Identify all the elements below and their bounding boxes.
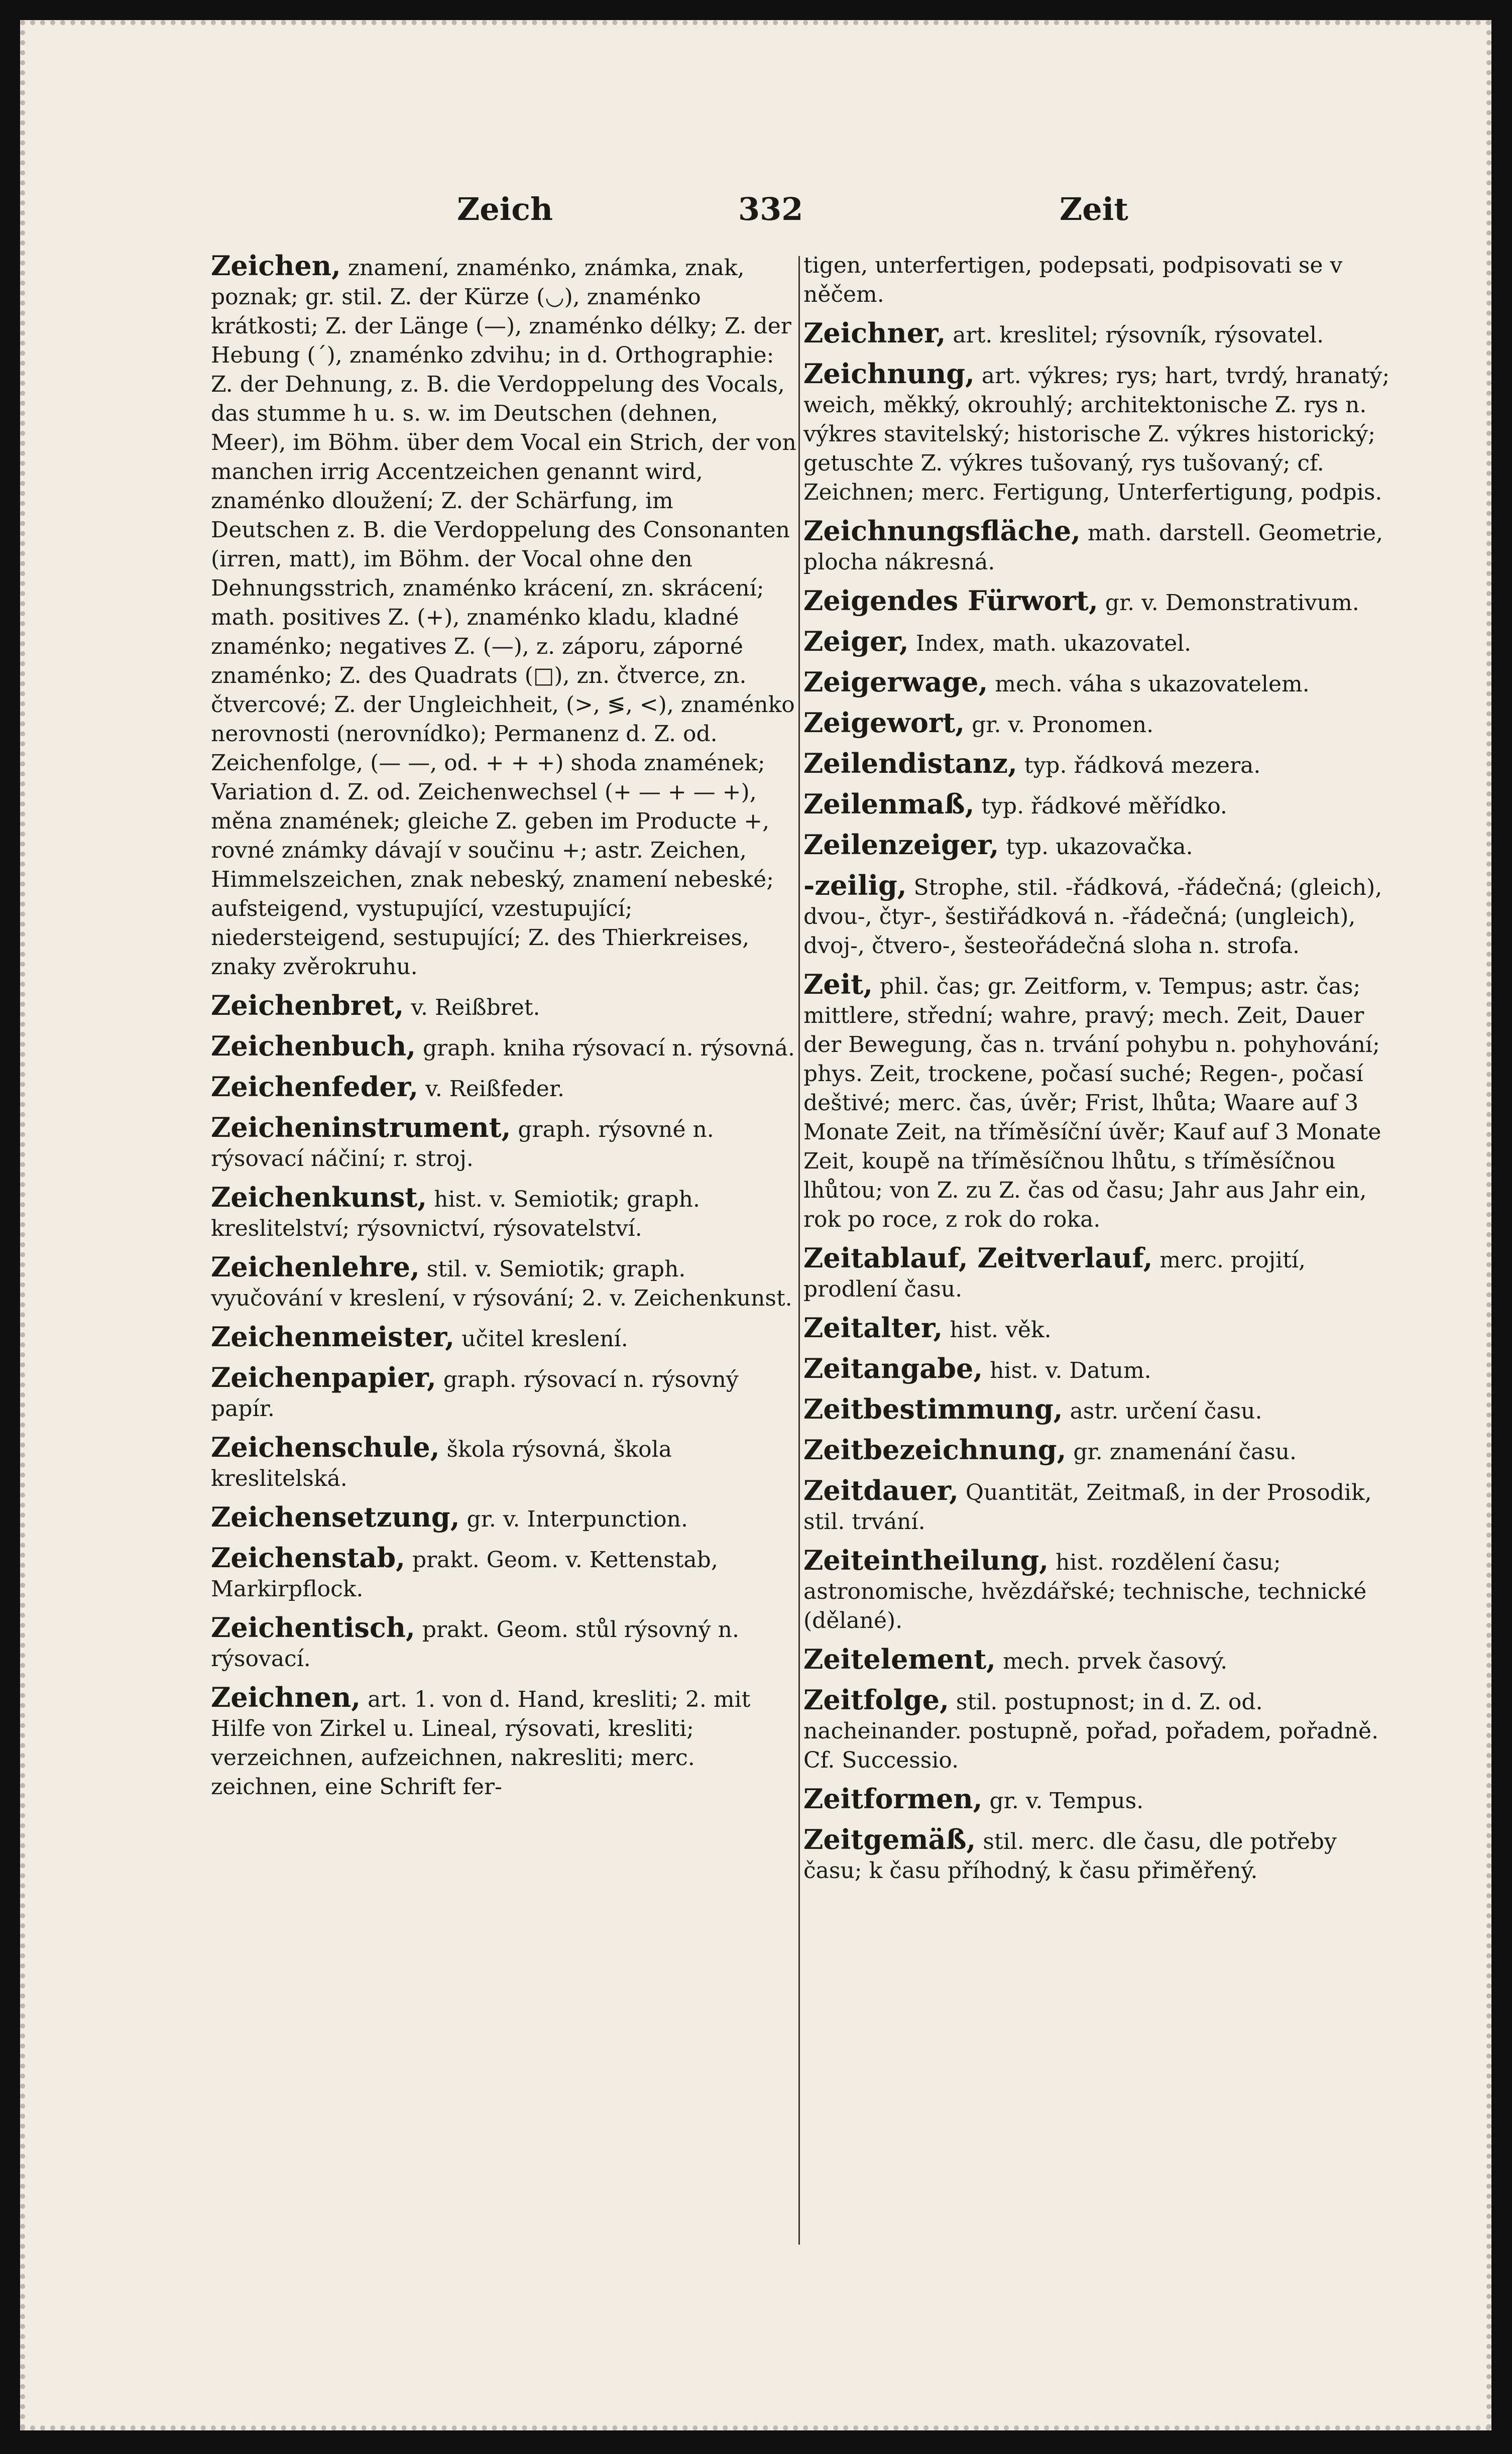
entry-definition: gr. znamenání času. bbox=[1073, 1439, 1297, 1465]
entry-headword: Zeilenzeiger, bbox=[803, 829, 999, 861]
entry-headword: Zeitalter, bbox=[803, 1312, 943, 1344]
entry-definition: stil. postupnost; in d. Z. od. nacheinander. postupně, pořad, pořadem, pořadně. Cf. Successio. bbox=[803, 1689, 1379, 1773]
entry-definition: v. Reißfeder. bbox=[425, 1076, 565, 1102]
entry-definition: merc. projití, prodlení času. bbox=[803, 1247, 1306, 1302]
entry-headword: Zeit, bbox=[803, 968, 873, 1000]
entry-headword: Zeichentisch, bbox=[211, 1611, 415, 1644]
header-right-guide-word: Zeit bbox=[1060, 191, 1128, 227]
dictionary-entry bbox=[803, 830, 1391, 862]
dictionary-entry bbox=[803, 970, 1391, 1234]
entry-headword: Zeichner, bbox=[803, 317, 946, 349]
entry-definition: v. Reißbret. bbox=[411, 995, 540, 1020]
dictionary-entry bbox=[803, 1546, 1391, 1635]
dictionary-entry bbox=[211, 1113, 798, 1174]
entry-headword: Zeichenfeder, bbox=[211, 1071, 419, 1103]
entry-definition: tigen, unterfertigen, podepsati, podpisovati se v něčem. bbox=[803, 253, 1343, 307]
dictionary-entry bbox=[211, 1613, 798, 1674]
dictionary-entry bbox=[803, 1825, 1391, 1886]
entry-headword: Zeichen, bbox=[211, 250, 341, 282]
dictionary-entry bbox=[803, 749, 1391, 780]
entry-definition: typ. řádková mezera. bbox=[1024, 753, 1261, 778]
entry-headword: Zeichenschule, bbox=[211, 1431, 440, 1463]
entry-definition: učitel kreslení. bbox=[461, 1326, 628, 1352]
entry-headword: Zeitbestimmung, bbox=[803, 1393, 1063, 1425]
entry-definition: gr. v. Pronomen. bbox=[972, 712, 1154, 738]
page-number: 332 bbox=[738, 191, 803, 227]
entry-headword: Zeigendes Fürwort, bbox=[803, 585, 1098, 617]
entry-headword: Zeichenmeister, bbox=[211, 1321, 455, 1353]
entry-headword: Zeicheninstrument, bbox=[211, 1111, 511, 1143]
entry-headword: Zeitelement, bbox=[803, 1643, 996, 1675]
dictionary-entry bbox=[211, 991, 798, 1022]
entry-definition: stil. merc. dle času, dle potřeby času; k času příhodný, k času přiměřený. bbox=[803, 1829, 1337, 1884]
entry-definition: mech. váha s ukazovatelem. bbox=[995, 671, 1310, 697]
entry-headword: Zeichenbuch, bbox=[211, 1030, 416, 1062]
dictionary-entry bbox=[211, 1502, 798, 1534]
entry-headword: Zeiteintheilung, bbox=[803, 1544, 1049, 1576]
entry-definition: Index, math. ukazovatel. bbox=[915, 631, 1192, 656]
dictionary-page bbox=[20, 20, 1491, 2430]
dictionary-entry bbox=[803, 1354, 1391, 1385]
dictionary-entry bbox=[803, 667, 1391, 699]
entry-headword: Zeitgemäß, bbox=[803, 1823, 976, 1855]
dictionary-entry bbox=[211, 251, 798, 982]
entry-headword: Zeichenlehre, bbox=[211, 1251, 420, 1283]
dictionary-entry bbox=[803, 708, 1391, 740]
dictionary-entry bbox=[803, 789, 1391, 821]
entry-definition: gr. v. Demonstrativum. bbox=[1105, 590, 1359, 616]
entry-definition: graph. kniha rýsovací n. rýsovná. bbox=[423, 1035, 795, 1061]
left-column bbox=[211, 251, 798, 1811]
entry-definition: graph. rýsovné n. rýsovací náčiní; r. stroj. bbox=[211, 1117, 714, 1172]
entry-definition: hist. v. Semiotik; graph. kreslitelství; rýsovnictví, rýsovatelství. bbox=[211, 1187, 701, 1241]
running-header bbox=[25, 191, 1486, 236]
entry-definition: Strophe, stil. -řádková, -řádečná; (gleich), dvou-, čtyr-, šestiřádková n. -řádečná; (ungleich), dvoj-, čtvero-, šesteořádečná sloha n. strofa. bbox=[803, 875, 1382, 959]
dictionary-entry bbox=[803, 516, 1391, 577]
entry-definition: prakt. Geom. v. Kettenstab, Markirpflock. bbox=[211, 1547, 718, 1602]
entry-definition: typ. řádkové měřídko. bbox=[981, 793, 1227, 819]
entry-headword: Zeichnungsfläche, bbox=[803, 515, 1081, 547]
entry-headword: -zeilig, bbox=[803, 869, 907, 901]
entry-definition: art. výkres; rys; hart, tvrdý, hranatý; weich, měkký, okrouhlý; architektonische Z. rys n. výkres stavitelský; historische Z. výkres historický; getuschte Z. výkres tušovaný, rys tušovaný; cf. Zeichnen; merc. Fertigung, Unterfertigung, podpis. bbox=[803, 363, 1390, 505]
entry-definition: astr. určení času. bbox=[1070, 1398, 1262, 1424]
entry-definition: mech. prvek časový. bbox=[1002, 1649, 1228, 1674]
entry-headword: Zeitdauer, bbox=[803, 1474, 959, 1506]
entry-headword: Zeichenkunst, bbox=[211, 1181, 427, 1213]
entry-headword: Zeichnen, bbox=[211, 1681, 361, 1713]
entry-definition: typ. ukazovačka. bbox=[1006, 834, 1193, 860]
entry-definition: gr. v. Interpunction. bbox=[467, 1506, 688, 1532]
entry-headword: Zeitformen, bbox=[803, 1783, 983, 1815]
dictionary-entry bbox=[211, 1363, 798, 1424]
entry-headword: Zeitbezeichnung, bbox=[803, 1434, 1067, 1466]
dictionary-entry bbox=[803, 1313, 1391, 1345]
dictionary-entry bbox=[803, 359, 1391, 507]
entry-definition: prakt. Geom. stůl rýsovný n. rýsovací. bbox=[211, 1617, 739, 1672]
entry-headword: Zeichenpapier, bbox=[211, 1361, 436, 1393]
entry-headword: Zeichensetzung, bbox=[211, 1501, 460, 1533]
dictionary-entry bbox=[803, 251, 1391, 309]
dictionary-entry bbox=[211, 1252, 798, 1313]
dictionary-entry bbox=[211, 1683, 798, 1802]
dictionary-entry bbox=[803, 1243, 1391, 1304]
entry-definition: hist. v. Datum. bbox=[990, 1358, 1151, 1383]
entry-headword: Zeiger, bbox=[803, 625, 909, 657]
dictionary-entry bbox=[803, 586, 1391, 618]
dictionary-entry bbox=[211, 1322, 798, 1354]
dictionary-entry bbox=[803, 1645, 1391, 1676]
column-divider bbox=[798, 256, 800, 2245]
dictionary-entry bbox=[803, 1784, 1391, 1816]
entry-definition: phil. čas; gr. Zeitform, v. Tempus; astr. čas; mittlere, střední; wahre, pravý; mech. Zeit, Dauer der Bewegung, čas n. trvání pohybu n. pohyhování; phys. Zeit, trockene, počasí suché; Regen-, počasí deštivé; merc. čas, úvěr; Frist, lhůta; Waare auf 3 Monate Zeit, na tříměsíční úvěr; Kauf auf 3 Monate Zeit, koupě na tříměsíčnou lhůtu, s tříměsíčnou lhůtou; von Z. zu Z. čas od času; Jahr aus Jahr ein, rok po roce, z rok do roka. bbox=[803, 974, 1381, 1232]
entry-definition: škola rýsovná, škola kreslitelská. bbox=[211, 1437, 672, 1491]
entry-definition: stil. v. Semiotik; graph. vyučování v kreslení, v rýsování; 2. v. Zeichenkunst. bbox=[211, 1256, 792, 1311]
right-column bbox=[803, 251, 1391, 1895]
dictionary-entry bbox=[211, 1543, 798, 1604]
dictionary-entry bbox=[803, 1476, 1391, 1537]
dictionary-entry bbox=[803, 1435, 1391, 1467]
entry-headword: Zeitangabe, bbox=[803, 1352, 983, 1384]
dictionary-entry bbox=[211, 1433, 798, 1493]
entry-definition: znamení, znaménko, známka, znak, poznak; gr. stil. Z. der Kürze (◡), znaménko krátkosti; Z. der Länge (—), znaménko délky; Z. der Hebung (´), znaménko zdvihu; in d. Orthographie: Z. der Dehnung, z. B. die Verdoppelung des Vocals, das stumme h u. s. w. im Deutschen (dehnen, Meer), im Böhm. über dem Vocal ein Strich, der von manchen irrig Accentzeichen genannt wird, znaménko dloužení; Z. der Schärfung, im Deutschen z. B. die Verdoppelung des Consonanten (irren, matt), im Böhm. der Vocal ohne den Dehnungsstrich, znaménko krácení, zn. skrácení; math. positives Z. (+), znaménko kladu, kladné znaménko; negatives Z. (—), z. záporu, záporné znaménko; Z. des Quadrats (□), zn. čtverce, zn. čtvercové; Z. der Ungleichheit, (>, ≶, <), znaménko nerovnosti (nerovnídko); Permanenz d. Z. od. Zeichenfolge, (— —, od. + + +) shoda znamének; Variation d. Z. od. Zeichenwechsel (+ — + — +), měna znamének; gleiche Z. geben im Producte +, rovné známky dávají v součinu +; astr. Zeichen, Himmelszeichen, znak nebeský, znamení nebeské; aufsteigend, vystupující, vzestupující; niedersteigend, sestupující; Z. des Thierkreises, znaky zvěrokruhu. bbox=[211, 255, 796, 980]
entry-headword: Zeichnung, bbox=[803, 358, 975, 390]
entry-definition: art. kreslitel; rýsovník, rýsovatel. bbox=[953, 322, 1324, 348]
entry-definition: Quantität, Zeitmaß, in der Prosodik, stil. trvání. bbox=[803, 1480, 1372, 1535]
entry-headword: Zeilendistanz, bbox=[803, 747, 1017, 779]
dictionary-entry bbox=[803, 318, 1391, 350]
entry-definition: graph. rýsovací n. rýsovný papír. bbox=[211, 1367, 739, 1422]
entry-definition: hist. věk. bbox=[950, 1317, 1052, 1343]
entry-headword: Zeichenbret, bbox=[211, 989, 404, 1021]
dictionary-entry bbox=[211, 1031, 798, 1063]
dictionary-entry bbox=[803, 627, 1391, 658]
dictionary-entry bbox=[803, 871, 1391, 961]
dictionary-entry bbox=[211, 1183, 798, 1243]
entry-definition: math. darstell. Geometrie, plocha nákresná. bbox=[803, 520, 1383, 575]
dictionary-entry bbox=[211, 1072, 798, 1104]
entry-headword: Zeigerwage, bbox=[803, 666, 988, 698]
entry-headword: Zeigewort, bbox=[803, 707, 965, 739]
dictionary-entry bbox=[803, 1685, 1391, 1775]
dictionary-entry bbox=[803, 1394, 1391, 1426]
entry-headword: Zeitablauf, Zeitverlauf, bbox=[803, 1242, 1153, 1274]
entry-headword: Zeitfolge, bbox=[803, 1684, 949, 1716]
entry-definition: hist. rozdělení času; astronomische, hvězdářské; technische, technické (dělané). bbox=[803, 1550, 1367, 1633]
entry-definition: art. 1. von d. Hand, kresliti; 2. mit Hilfe von Zirkel u. Lineal, rýsovati, kresliti; verzeichnen, aufzeichnen, nakresliti; merc. zeichnen, eine Schrift fer- bbox=[211, 1687, 751, 1800]
header-left-guide-word: Zeich bbox=[457, 191, 553, 227]
entry-headword: Zeilenmaß, bbox=[803, 788, 975, 820]
entry-headword: Zeichenstab, bbox=[211, 1542, 405, 1574]
entry-definition: gr. v. Tempus. bbox=[989, 1788, 1144, 1814]
